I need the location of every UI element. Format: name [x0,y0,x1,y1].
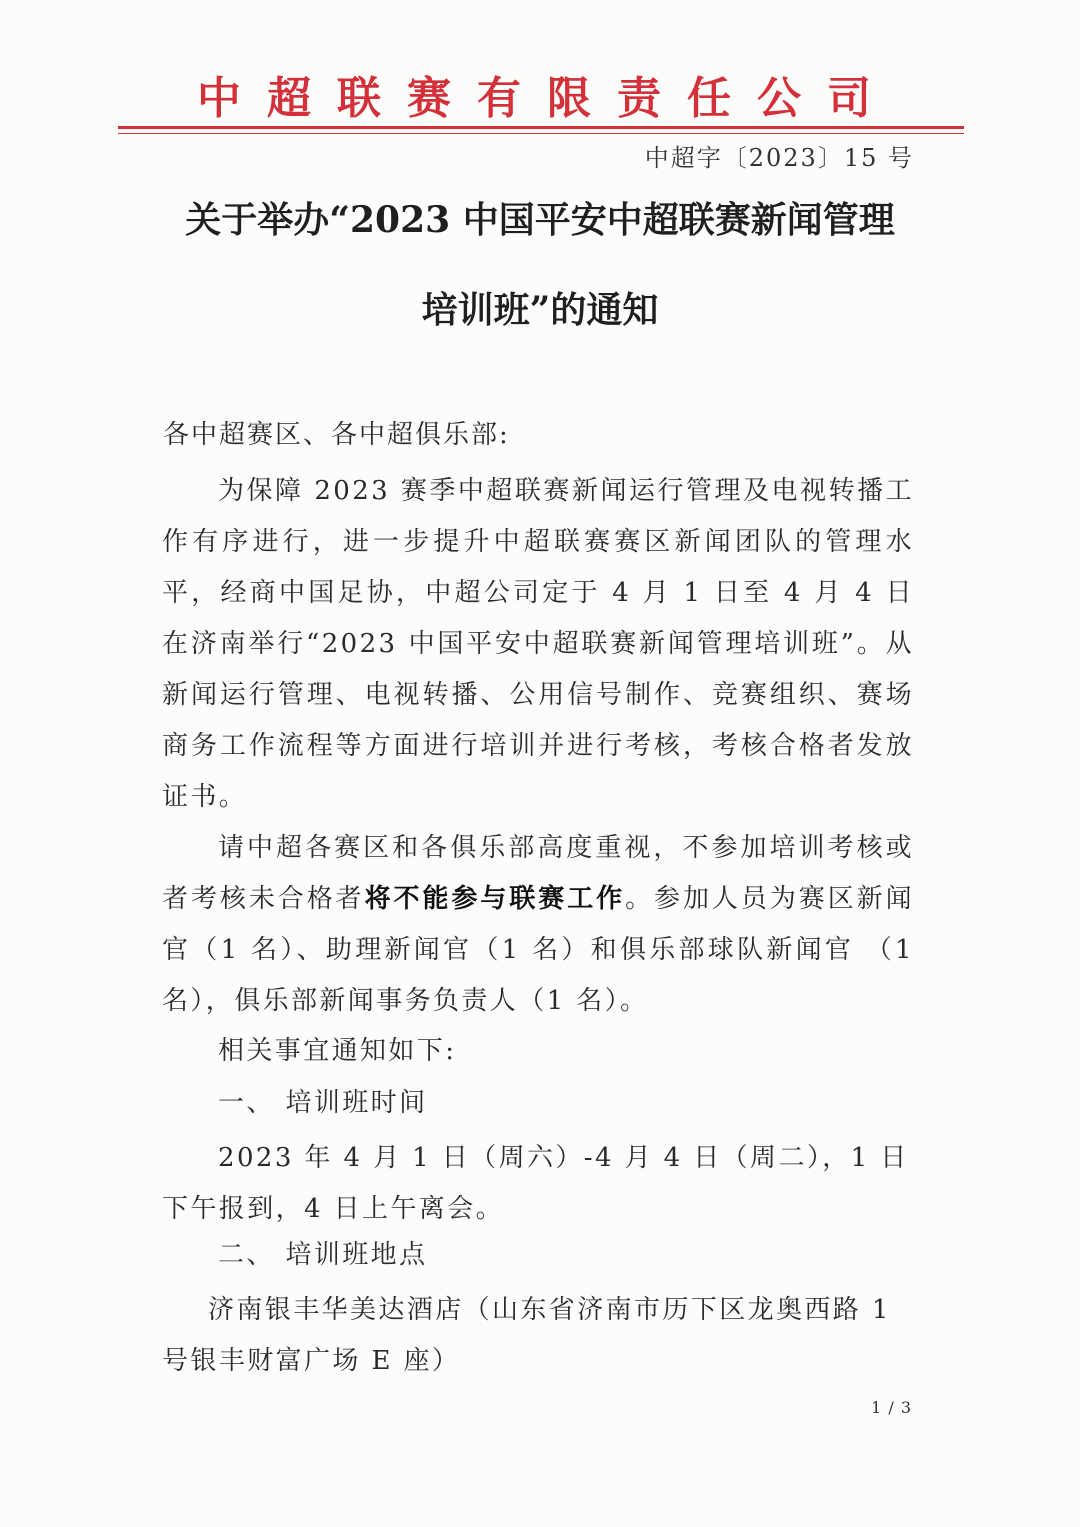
paragraph-time: 2023 年 4 月 1 日（周六）-4 月 4 日（周二），1 日下午报到，4 日上午离会。 [162,1143,909,1224]
paragraph-requirements [162,823,914,1027]
paragraph-purpose: 为保障 2023 赛季中超联赛新闻运行管理及电视转播工作有序进行，进一步提升中超联赛赛区新闻团队的管理水平，经商中国足协，中超公司定于 4 月 1 日至 4 月 4 日在济南举行“2023 中国平安中超联赛新闻管理培训班”。从新闻运行管理、电视转播、公用信号制作、竞赛组织、赛场商务工作流程等方面进行培训并进行考核，考核合格者发放证书。 [162,476,914,812]
document-number: 中超字〔2023〕15 号 [644,144,914,172]
letterhead-company-name: 中超联赛有限责任公司 [197,73,897,124]
notice-title-line-2: 培训班”的通知 [421,289,659,331]
salutation: 各中超赛区、各中超俱乐部: [163,420,510,450]
section-heading-location: 二、 培训班地点 [218,1240,428,1270]
requirements-text-after: 。参加人员为赛区新闻官（1 名）、助理新闻官（1 名）和俱乐部球队新闻官 （1 名），俱乐部新闻事务负责人（1 名）。 [162,884,914,1016]
requirements-text-before: 请中超各赛区和各俱乐部高度重视，不参加培训考核或者考核未合格者 [162,833,914,914]
paragraph-intro: 相关事宜通知如下: [218,1036,457,1066]
notice-title-line-1: 关于举办“2023 中国平安中超联赛新闻管理 [185,199,895,241]
paragraph-location: 济南银丰华美达酒店（山东省济南市历下区龙奥西路 1 号银丰财富广场 E 座） [162,1295,891,1376]
page-number: 1 / 3 [871,1398,912,1417]
letterhead-red-rule-thick [118,126,964,129]
requirements-emphasis: 将不能参与联赛工作 [364,884,626,914]
section-heading-time: 一、 培训班时间 [218,1088,428,1118]
letterhead-red-rule-thin [118,133,964,134]
